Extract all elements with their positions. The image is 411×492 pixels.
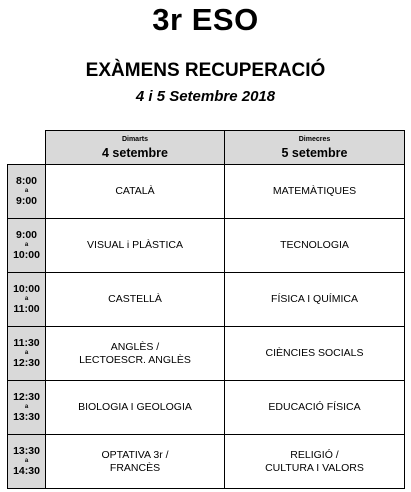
exam-cell-day-1: [46, 219, 225, 273]
table-corner: [8, 131, 46, 165]
exam-subject: CIÈNCIES SOCIALS: [265, 347, 364, 359]
day-date: 4 setembre: [101, 145, 168, 160]
day-name: Dimecres: [298, 135, 331, 143]
exam-cell-day-2: [225, 273, 405, 327]
time-slot: [8, 273, 46, 327]
time-start: 13:30: [13, 445, 40, 457]
exam-schedule-table: [7, 130, 405, 489]
exam-subject: CASTELLÀ: [108, 293, 162, 305]
exam-subject: EDUCACIÓ FÍSICA: [268, 401, 361, 413]
time-start: 10:00: [13, 283, 40, 295]
exam-subject: FÍSICA I QUÍMICA: [271, 293, 358, 305]
time-start: 8:00: [15, 175, 37, 187]
time-end: 12:30: [13, 357, 40, 369]
exam-subject: MATEMÀTIQUES: [272, 185, 357, 197]
time-separator: a: [24, 242, 29, 248]
time-start: 9:00: [15, 229, 37, 241]
time-start: 11:30: [13, 337, 40, 349]
exam-cell-day-1: [46, 435, 225, 489]
table-row: [8, 273, 405, 327]
exam-cell-day-1: [46, 381, 225, 435]
exam-dates: 4 i 5 Setembre 2018: [135, 88, 276, 105]
time-start: 12:30: [13, 391, 40, 403]
exam-cell-day-2: [225, 327, 405, 381]
table-header-row: [8, 131, 405, 165]
exam-subject: OPTATIVA 3r /: [101, 448, 169, 461]
time-separator: a: [24, 188, 29, 194]
exam-subject: VISUAL i PLÀSTICA: [87, 239, 183, 251]
table-row: [8, 327, 405, 381]
exam-subject: BIOLOGIA I GEOLOGIA: [78, 401, 192, 413]
table-row: [8, 165, 405, 219]
exam-subject: LECTOESCR. ANGLÈS: [79, 353, 191, 366]
page-title: 3r ESO: [152, 2, 259, 37]
time-end: 9:00: [15, 195, 37, 207]
exam-subject: CULTURA I VALORS: [265, 461, 364, 474]
exam-cell-day-1: [46, 165, 225, 219]
day-header-1: [46, 131, 225, 165]
time-separator: a: [24, 458, 29, 464]
day-date: 5 setembre: [281, 145, 348, 160]
exam-cell-day-1: [46, 273, 225, 327]
exam-subject: RELIGIÓ /: [290, 448, 339, 461]
time-end: 10:00: [13, 249, 40, 261]
exam-subject: CATALÀ: [115, 185, 155, 197]
day-header-2: [225, 131, 405, 165]
exam-cell-day-2: [225, 219, 405, 273]
time-end: 14:30: [13, 465, 40, 477]
table-row: [8, 381, 405, 435]
exam-cell-day-2: [225, 381, 405, 435]
table-row: [8, 435, 405, 489]
time-separator: a: [24, 296, 29, 302]
day-name: Dimarts: [121, 135, 149, 143]
time-slot: [8, 219, 46, 273]
time-slot: [8, 327, 46, 381]
time-slot: [8, 381, 46, 435]
page-subtitle: EXÀMENS RECUPERACIÓ: [85, 60, 326, 81]
time-slot: [8, 435, 46, 489]
exam-subject: TECNOLOGIA: [280, 239, 349, 251]
exam-cell-day-2: [225, 435, 405, 489]
time-end: 13:30: [13, 411, 40, 423]
time-slot: [8, 165, 46, 219]
time-separator: a: [24, 350, 29, 356]
time-end: 11:00: [13, 303, 40, 315]
exam-cell-day-2: [225, 165, 405, 219]
exam-cell-day-1: [46, 327, 225, 381]
table-row: [8, 219, 405, 273]
exam-subject: ANGLÈS /: [110, 340, 160, 353]
schedule-body: [8, 165, 405, 489]
exam-subject: FRANCÈS: [109, 461, 161, 474]
time-separator: a: [24, 404, 29, 410]
